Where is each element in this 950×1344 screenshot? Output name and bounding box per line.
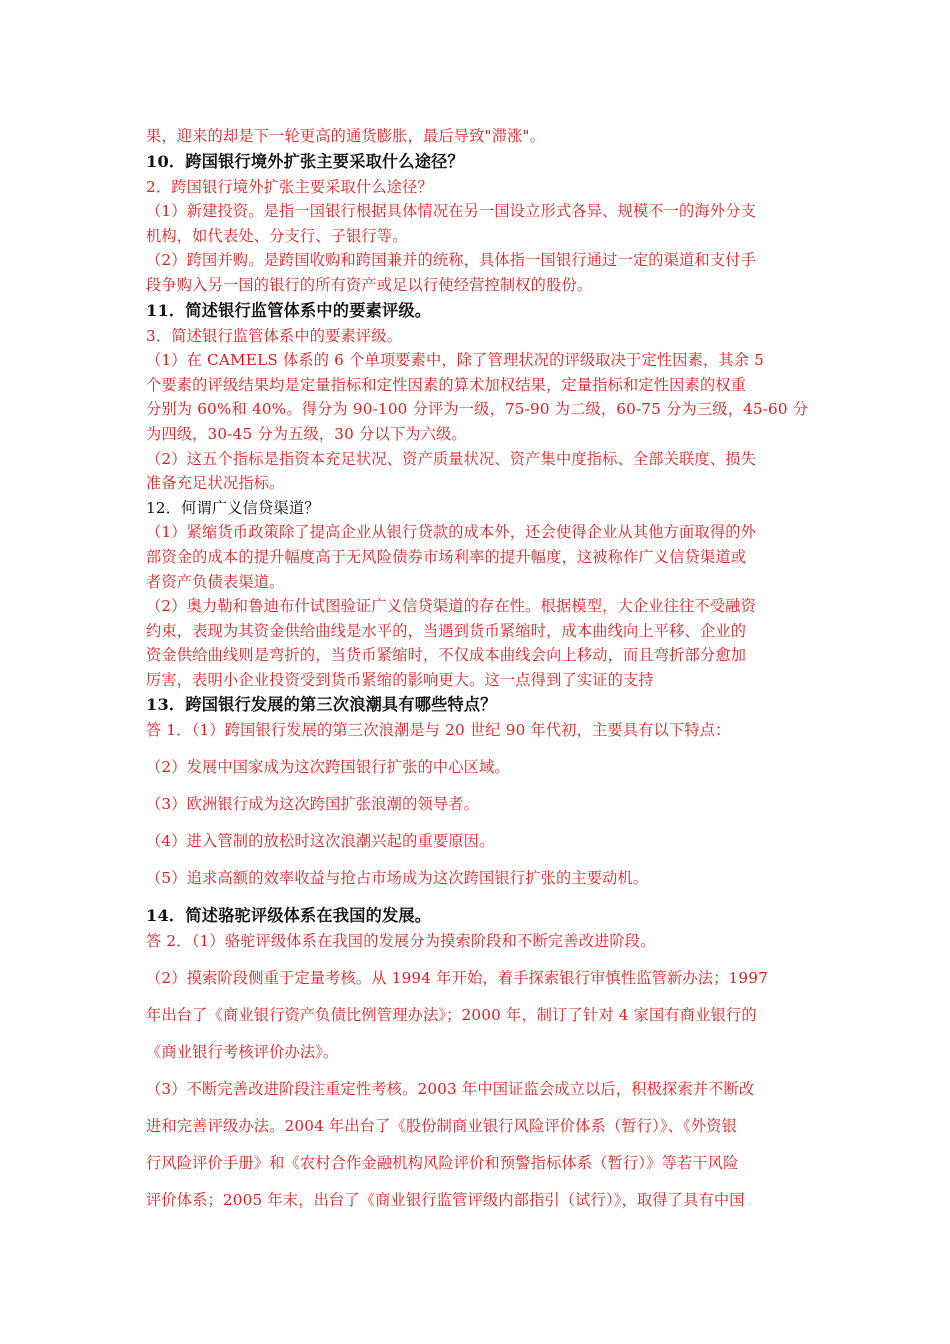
answer-line: 部资金的成本的提升幅度高于无风险债券市场利率的提升幅度，这被称作广义信贷渠道或 [146,547,747,566]
answer-line: （5）追求高额的效率收益与抢占市场成为这次跨国银行扩张的主要动机。 [146,869,649,888]
answer-line: （2）跨国并购。是跨国收购和跨国兼并的统称，具体指一国银行通过一定的渠道和支付手 [146,251,756,270]
answer-line: （4）进入管制的放松时这次浪潮兴起的重要原因。 [146,832,495,851]
answer-line: 约束，表现为其资金供给曲线是水平的，当遇到货币紧缩时，成本曲线向上平移、企业的 [146,621,747,640]
answer-line: （3）欧洲银行成为这次跨国扩张浪潮的领导者。 [146,795,480,814]
question-restatement: 2．跨国银行境外扩张主要采取什么途径？ [146,177,433,196]
question-heading-10: 10．跨国银行境外扩张主要采取什么途径？ [146,151,464,171]
answer-line: 答 1．（1）跨国银行发展的第三次浪潮是与 20 世纪 90 年代初，主要具有以下特点： [146,721,731,740]
document-page [146,124,810,1219]
answer-line: 进和完善评级办法。2004 年出台了《股份制商业银行风险评价体系（暂行）》、《外资银 [146,1116,738,1135]
answer-line: （2）奥力勒和鲁迪布什试图验证广义信贷渠道的存在性。根据模型，大企业往往不受融资 [146,597,756,616]
answer-line: 者资产负债表渠道。 [146,572,285,591]
question-heading-12: 12．何谓广义信贷渠道？ [146,498,320,517]
answer-line: 分别为 60%和 40%。得分为 90-100 分评为一级，75-90 为二级，60-75 分为三级，45-60 分 [146,400,809,419]
answer-line: 为四级，30-45 分为五级，30 分以下为六级。 [146,424,467,443]
answer-line: 评价体系；2005 年末，出台了《商业银行监管评级内部指引（试行）》，取得了具有中国 [146,1190,745,1209]
paragraph-line: 果，迎来的却是下一轮更高的通货膨胀，最后导致"滞涨"。 [146,127,546,145]
answer-line: 准备充足状况指标。 [146,474,285,493]
answer-line: （3）不断完善改进阶段注重定性考核。2003 年中国证监会成立以后，积极探索并不断改 [146,1079,755,1098]
answer-line: 答 2．（1）骆驼评级体系在我国的发展分为摸索阶段和不断完善改进阶段。 [146,932,656,951]
answer-line: （2）摸索阶段侧重于定量考核。从 1994 年开始，着手探索银行审慎性监管新办法；1997 [146,968,768,987]
question-heading-11: 11．简述银行监管体系中的要素评级。 [146,300,432,320]
answer-line: （2）发展中国家成为这次跨国银行扩张的中心区域。 [146,758,510,777]
answer-line: 行风险评价手册》和《农村合作金融机构风险评价和预警指标体系（暂行）》等若干风险 [146,1153,739,1172]
answer-line: （1）新建投资。是指一国银行根据具体情况在另一国设立形式各异、规模不一的海外分支 [146,202,756,221]
answer-line: 个要素的评级结果均是定量指标和定性因素的算术加权结果，定量指标和定性因素的权重 [146,375,747,394]
answer-line: 《商业银行考核评价办法》。 [146,1042,339,1061]
answer-line: 段争购入另一国的银行的所有资产或足以行使经营控制权的股份。 [146,275,593,294]
question-heading-13: 13．跨国银行发展的第三次浪潮具有哪些特点？ [146,695,497,715]
answer-line: （1）在 CAMELS 体系的 6 个单项要素中，除了管理状况的评级取决于定性因素，其余 5 [146,351,765,370]
answer-line: 年出台了《商业银行资产负债比例管理办法》；2000 年，制订了针对 4 家国有商业银行的 [146,1005,757,1024]
answer-line: 机构，如代表处、分支行、子银行等。 [146,226,408,245]
answer-line: （1）紧缩货币政策除了提高企业从银行贷款的成本外，还会使得企业从其他方面取得的外 [146,523,756,542]
answer-line: 资金供给曲线则是弯折的，当货币紧缩时，不仅成本曲线会向上移动，而且弯折部分愈加 [146,646,747,665]
question-heading-14: 14．简述骆驼评级体系在我国的发展。 [146,906,432,926]
answer-line: （2）这五个指标是指资本充足状况、资产质量状况、资产集中度指标、全部关联度、损失 [146,449,756,468]
question-restatement: 3．简述银行监管体系中的要素评级。 [146,326,403,345]
answer-line: 厉害，表明小企业投资受到货币紧缩的影响更大。这一点得到了实证的支持 [146,670,654,689]
